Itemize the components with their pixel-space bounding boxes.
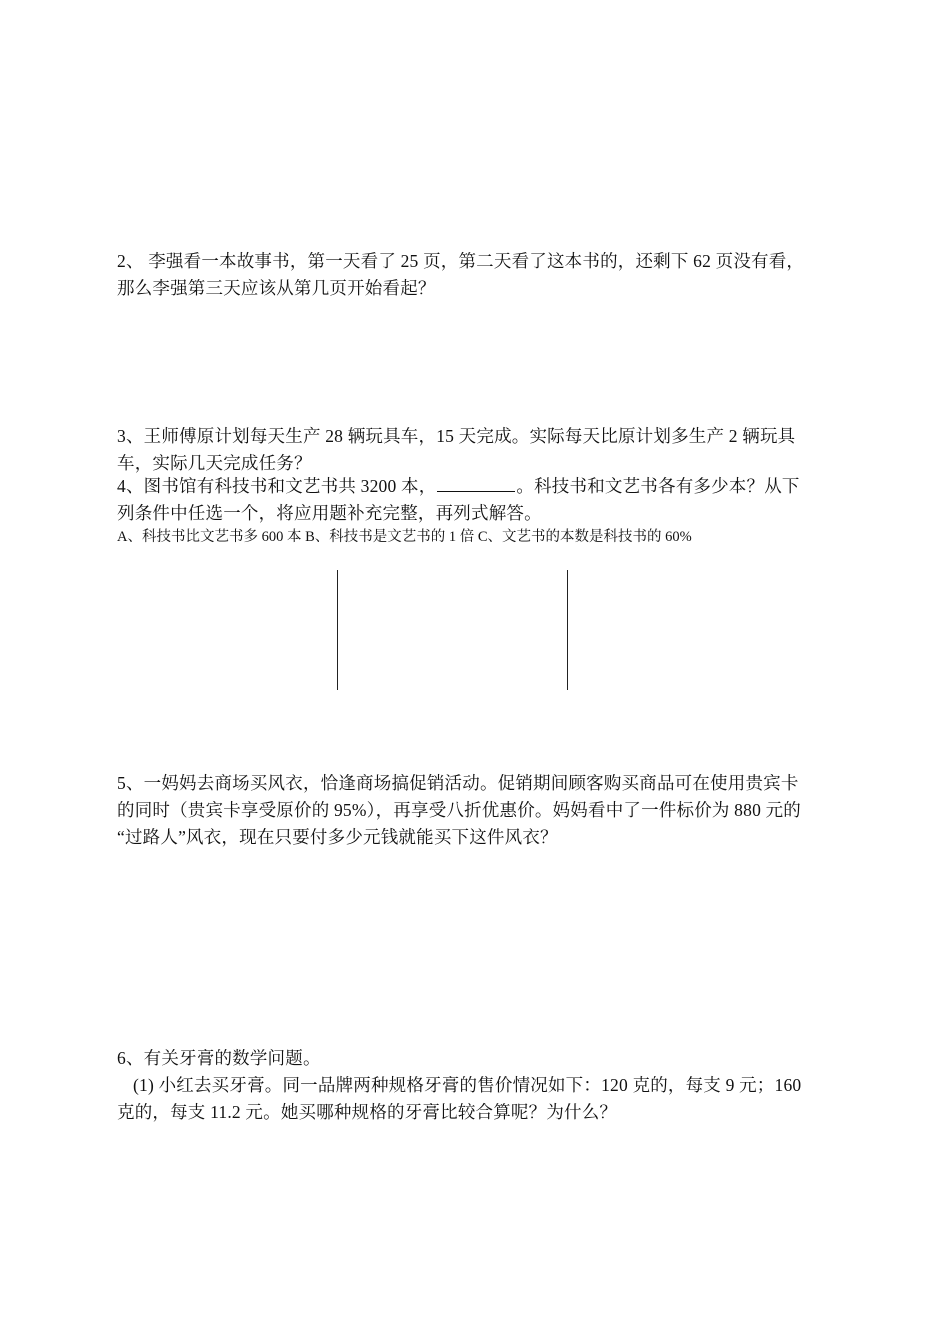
column-divider-left xyxy=(337,570,338,690)
question-6-title: 6、有关牙膏的数学问题。 xyxy=(117,1048,321,1068)
question-5 xyxy=(117,770,839,851)
question-4-text-before-blank: 4、图书馆有科技书和文艺书共 3200 本， xyxy=(117,476,437,496)
answer-blank xyxy=(437,474,515,492)
question-3-line-2: 车，实际几天完成任务？ xyxy=(117,453,312,473)
question-4-options: A、科技书比文艺书多 600 本 B、科技书是文艺书的 1 倍 C、文艺书的本数是科技书的 60% xyxy=(117,529,692,545)
question-5-line-3: “过路人”风衣，现在只要付多少元钱就能买下这件风衣？ xyxy=(117,827,558,847)
question-5-line-2: 的同时（贵宾卡享受原价的 95%），再享受八折优惠价。妈妈看中了一件标价为 880 元的 xyxy=(117,800,801,820)
question-4 xyxy=(117,473,839,527)
question-2 xyxy=(117,248,839,302)
question-2-line-1: 2、 李强看一本故事书，第一天看了 25 页，第二天看了这本书的，还剩下 62 页没有看， xyxy=(117,251,805,271)
question-6-part-1-line-2: 克的，每支 11.2 元。她买哪种规格的牙膏比较合算呢？为什么？ xyxy=(117,1102,618,1122)
question-6-part-1-line-1: (1) 小红去买牙膏。同一品牌两种规格牙膏的售价情况如下：120 克的，每支 9 元；160 xyxy=(133,1075,802,1095)
question-3-line-1: 3、王师傅原计划每天生产 28 辆玩具车，15 天完成。实际每天比原计划多生产 2 辆玩具 xyxy=(117,426,796,446)
question-5-line-1: 5、一妈妈去商场买风衣，恰逢商场搞促销活动。促销期间顾客购买商品可在使用贵宾卡 xyxy=(117,773,799,793)
question-4-text-after-blank: 。科技书和文艺书各有多少本？从下 xyxy=(516,476,800,496)
question-2-line-2: 那么李强第三天应该从第几页开始看起？ xyxy=(117,278,436,298)
question-6 xyxy=(117,1045,839,1126)
question-4-line-2: 列条件中任选一个，将应用题补充完整，再列式解答。 xyxy=(117,503,542,523)
column-divider-right xyxy=(567,570,568,690)
question-4-line-1 xyxy=(117,473,839,500)
question-3 xyxy=(117,423,839,477)
